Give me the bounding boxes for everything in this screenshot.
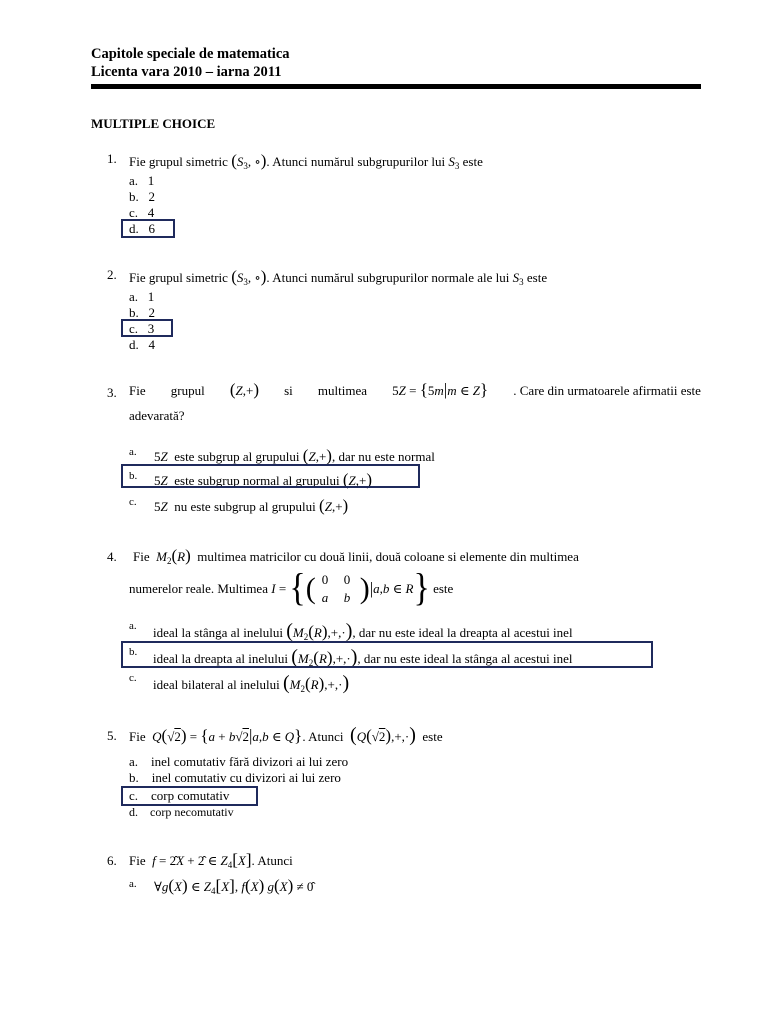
option-letter: a.	[129, 173, 139, 188]
matrix-2x2	[316, 570, 360, 608]
q5-option-b[interactable]	[129, 770, 341, 786]
q6-word: Fie	[129, 853, 146, 868]
q1-text	[129, 151, 483, 171]
option-text: este subgrup normal al grupului	[174, 473, 340, 488]
q2-option-d[interactable]	[129, 337, 155, 353]
option-text: 4	[147, 205, 155, 220]
option-text: inel comutativ fără divizori ai lui zero	[151, 754, 349, 769]
q3-answer-highlight	[121, 464, 420, 488]
q3-word: Fie	[129, 383, 146, 398]
option-text: 1	[147, 173, 155, 188]
option-text: corp necomutativ	[150, 805, 234, 819]
q2-number: 2.	[107, 267, 117, 282]
q1-text-b: . Atunci numărul subgrupurilor lui	[266, 154, 446, 169]
q4-text-line2b: este	[433, 581, 454, 596]
q1-option-a[interactable]	[129, 173, 154, 189]
matrix-cell: 0	[321, 572, 329, 587]
q5-set-formula: Q(√2) = {a + b√2|a,b ∈ Q}	[152, 726, 303, 745]
q3-word: grupul	[170, 383, 205, 398]
q4-text-line2a: numerelor reale. Multimea	[129, 581, 268, 596]
q4-number: 4.	[107, 549, 117, 564]
q2-text-c: este	[526, 270, 548, 285]
option-text: , dar nu este ideal la stânga al acestui inel	[357, 651, 573, 666]
option-letter: b.	[129, 305, 139, 320]
option-letter: b.	[129, 189, 139, 204]
q3-number: 3.	[107, 385, 117, 400]
q3-word: . Care din urmatoarele afirmatii este	[513, 383, 701, 398]
q5-ring-formula: (Q(√2),+,·)	[350, 724, 416, 746]
q5-option-d[interactable]	[129, 805, 234, 820]
matrix-cell: a	[321, 590, 329, 605]
q4-text-a: multimea matricilor cu două linii, două coloane si elemente din multimea	[197, 549, 579, 564]
option-text: ideal bilateral al inelului	[153, 677, 280, 692]
option-letter: c.	[129, 205, 139, 220]
right-paren: )	[359, 572, 370, 605]
option-text: ideal la dreapta al inelului	[153, 651, 288, 666]
q6-f-formula: f = 2̂X + 2̂ ∈ $Z_4[X]$	[152, 850, 252, 870]
q3-option-c-letter: c.	[129, 496, 137, 508]
option-letter: a.	[129, 289, 139, 304]
option-letter: a.	[129, 754, 139, 769]
q1-answer-highlight	[121, 219, 175, 238]
option-letter: d.	[129, 221, 139, 236]
q6-option-a-letter: a.	[129, 878, 137, 890]
option-text: , dar nu este normal	[331, 449, 435, 464]
q4-option-c[interactable]: ideal bilateral al inelului $(M_2(R),+,\cdot)$	[153, 672, 350, 694]
option-letter: c.	[129, 788, 139, 803]
left-paren: (	[305, 572, 316, 605]
q1-s3: $S_3$	[448, 154, 460, 171]
q3-group-formula: (Z,+)	[229, 380, 259, 399]
q4-line1	[133, 546, 579, 566]
q6-text-b: . Atunci	[251, 853, 293, 868]
matrix-cell: 0	[343, 572, 351, 587]
option-text: 4	[148, 337, 155, 352]
q3-word: multimea	[317, 383, 368, 398]
option-letter: d.	[129, 337, 139, 352]
q2-text-a: Fie grupul simetric	[129, 270, 228, 285]
q4-answer-highlight	[121, 641, 653, 668]
right-brace: }	[413, 567, 430, 610]
q3-word: si	[284, 383, 293, 398]
option-text: 2	[148, 189, 155, 204]
q1-formula: ($S_3$, ∘)	[231, 151, 267, 171]
q4-option-a[interactable]: ideal la stânga al inelului $(M_2(R),+,\cdot)$, dar nu este ideal la dreapta al acestui inel	[153, 620, 573, 642]
q4-option-a-letter: a.	[129, 620, 137, 632]
q1-text-c: este	[462, 154, 483, 169]
course-title: Capitole speciale de matematica	[91, 46, 290, 62]
q4-word: Fie	[133, 549, 150, 564]
q2-formula: ($S_3$, ∘)	[231, 267, 267, 287]
option-text: ideal la stânga al inelului	[153, 625, 283, 640]
q3-option-b[interactable]: 5Z este subgrup normal al grupului (Z,+)	[154, 470, 373, 489]
q3-option-c[interactable]: 5Z nu este subgrup al grupului (Z,+)	[154, 496, 349, 515]
q6-number: 6.	[107, 853, 117, 868]
option-text: nu este subgrup al grupului	[174, 499, 316, 514]
q1-number: 1.	[107, 151, 117, 166]
q4-line2: numerelor reale. Multimea I = { ( 0 0 a b ) | a , b ∈ R } este	[129, 567, 454, 610]
q4-option-b[interactable]: ideal la dreapta al inelului $(M_2(R),+,\cdot)$, dar nu este ideal la stânga al acestui inel	[153, 646, 573, 668]
option-text: 6	[148, 221, 155, 236]
header-rule	[91, 84, 701, 89]
set-bar: |	[369, 579, 374, 598]
matrix-cell: b	[343, 590, 351, 605]
left-brace: {	[289, 567, 306, 610]
q3-set-formula: 5Z = {5m|m ∈ Z}	[392, 380, 489, 399]
q2-s3: $S_3$	[512, 270, 524, 287]
q4-option-b-letter: b.	[129, 646, 138, 658]
q2-text	[129, 267, 547, 287]
q3-option-a[interactable]: 5Z este subgrup al grupului (Z,+), dar nu este normal	[154, 446, 435, 465]
q5-option-a[interactable]	[129, 754, 348, 770]
q5-text-b: . Atunci	[302, 729, 344, 744]
q2-text-b: . Atunci numărul subgrupurilor normale ale lui	[266, 270, 510, 285]
q4-m2r: $M_2(R)$	[156, 546, 191, 566]
q3-line1	[129, 380, 701, 400]
option-text: 2	[148, 305, 155, 320]
q1-text-a: Fie grupul simetric	[129, 154, 228, 169]
q3-option-b-letter: b.	[129, 470, 138, 482]
q2-answer-highlight	[121, 319, 173, 337]
q4-option-c-letter: c.	[129, 672, 137, 684]
q4-set-i: I	[271, 581, 276, 596]
q5-word: Fie	[129, 729, 146, 744]
q5-line1	[129, 724, 443, 747]
option-text: corp comutativ	[151, 788, 230, 803]
exam-session: Licenta vara 2010 – iarna 2011	[91, 64, 282, 80]
option-text: 1	[147, 289, 155, 304]
q3-line2: adevarată?	[129, 408, 185, 423]
option-text: 3	[147, 321, 155, 336]
option-letter: b.	[129, 770, 139, 785]
q6-line1	[129, 850, 293, 870]
q5-answer-highlight	[121, 786, 258, 806]
option-text: inel comutativ cu divizori ai lui zero	[151, 770, 341, 785]
q5-text-c: este	[422, 729, 443, 744]
q3-option-a-letter: a.	[129, 446, 137, 458]
option-text: , dar nu este ideal la dreapta al acestui inel	[352, 625, 573, 640]
q6-option-a[interactable]: ∀g(X) ∈ $Z_4[X]$, f(X) g(X) ≠ 0̂	[154, 876, 314, 896]
option-letter: d.	[129, 805, 138, 819]
q5-number: 5.	[107, 728, 117, 743]
q1-option-b[interactable]	[129, 189, 155, 205]
option-letter: c.	[129, 321, 139, 336]
section-title: MULTIPLE CHOICE	[91, 116, 216, 131]
q2-option-a[interactable]	[129, 289, 154, 305]
option-text: este subgrup al grupului	[174, 449, 300, 464]
